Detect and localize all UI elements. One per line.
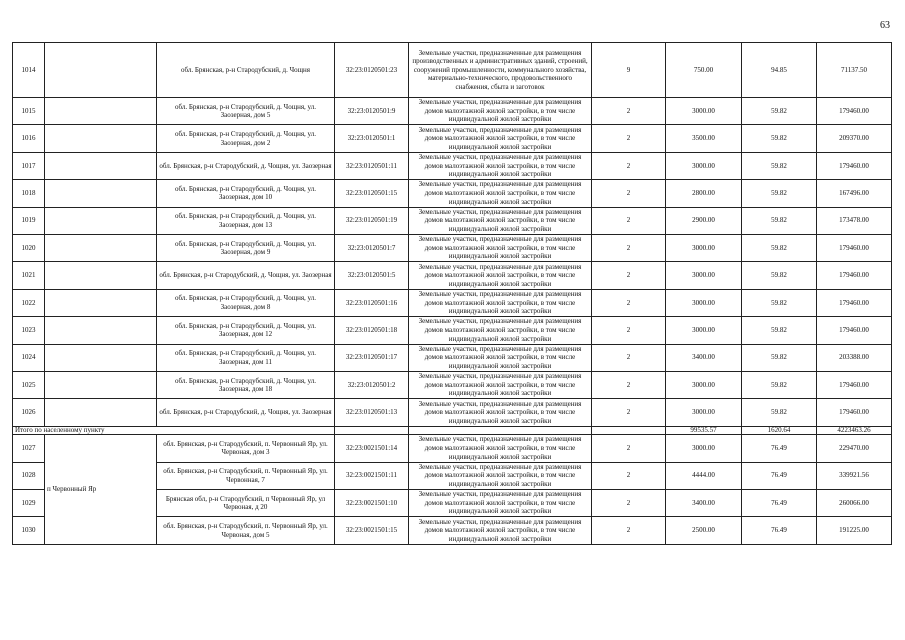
cadastral-number-cell: 32:23:0021501:11 [335,462,409,489]
area-cell: 3000.00 [666,435,742,462]
total-section [13,426,892,435]
row-id: 1025 [13,371,45,398]
area-cell: 2800.00 [666,180,742,207]
total-label: Итого по населенному пункту [13,426,335,435]
address-cell: Брянская обл, р-н Стародубский, п Червонный Яр, ул Червоная, д 20 [157,489,335,516]
cost-cell: 167496.00 [817,180,892,207]
address-cell: обл. Брянская, р-н Стародубский, п. Червонный Яр, ул. Червонная, 7 [157,462,335,489]
locality-cell [45,207,157,234]
table-row [13,399,892,426]
row-id: 1019 [13,207,45,234]
locality-cell [45,234,157,261]
area-cell: 3500.00 [666,125,742,152]
area-cell: 3400.00 [666,489,742,516]
rate-cell: 76.49 [742,517,817,544]
area-cell: 750.00 [666,43,742,98]
locality-cell [45,125,157,152]
category-cell: 2 [592,234,666,261]
rate-cell: 59.82 [742,125,817,152]
total-cost: 4223463.26 [817,426,892,435]
category-cell: 2 [592,462,666,489]
area-cell: 3000.00 [666,234,742,261]
row-id: 1026 [13,399,45,426]
locality-cell [45,289,157,316]
locality-cell [45,399,157,426]
category-cell: 2 [592,98,666,125]
page-number: 63 [880,20,890,31]
category-cell: 2 [592,125,666,152]
land-use-cell: Земельные участки, предназначенные для размещения домов малоэтажной жилой застройки, в том числе индивидуальной жилой застройки [409,371,592,398]
rate-cell: 59.82 [742,98,817,125]
category-cell: 2 [592,435,666,462]
row-id: 1014 [13,43,45,98]
row-id: 1017 [13,152,45,179]
locality-cell [45,371,157,398]
table-row [13,234,892,261]
cost-cell: 260066.00 [817,489,892,516]
cadastral-number-cell: 32:23:0120501:16 [335,289,409,316]
locality-cell [45,180,157,207]
table-row [13,43,892,98]
cost-cell: 173478.00 [817,207,892,234]
row-id: 1018 [13,180,45,207]
rate-cell: 59.82 [742,207,817,234]
row-id: 1022 [13,289,45,316]
address-cell: обл. Брянская, р-н Стародубский, д. Чощня, ул. Заозерная [157,152,335,179]
category-cell: 2 [592,371,666,398]
cadastral-number-cell: 32:23:0120501:11 [335,152,409,179]
area-cell: 3000.00 [666,399,742,426]
table-row [13,317,892,344]
area-cell: 2900.00 [666,207,742,234]
table-row [13,371,892,398]
row-id: 1027 [13,435,45,462]
land-use-cell: Земельные участки, предназначенные для размещения домов малоэтажной жилой застройки, в том числе индивидуальной жилой застройки [409,98,592,125]
rate-cell: 59.82 [742,289,817,316]
rate-cell: 59.82 [742,371,817,398]
cadastral-number-cell: 32:23:0120501:1 [335,125,409,152]
cadastral-number-cell: 32:23:0120501:7 [335,234,409,261]
cost-cell: 179460.00 [817,399,892,426]
category-cell: 2 [592,344,666,371]
row-id: 1024 [13,344,45,371]
area-cell: 3000.00 [666,371,742,398]
row-id: 1021 [13,262,45,289]
cost-cell: 179460.00 [817,152,892,179]
category-cell: 2 [592,207,666,234]
address-cell: обл. Брянская, р-н Стародубский, д. Чощня, ул. Заозерная [157,262,335,289]
category-cell: 2 [592,489,666,516]
locality-cell [45,262,157,289]
address-cell: обл. Брянская, р-н Стародубский, д. Чощня, ул. Заозерная, дом 18 [157,371,335,398]
land-use-cell: Земельные участки, предназначенные для размещения домов малоэтажной жилой застройки, в том числе индивидуальной жилой застройки [409,399,592,426]
category-cell: 9 [592,43,666,98]
land-use-cell: Земельные участки, предназначенные для размещения домов малоэтажной жилой застройки, в том числе индивидуальной жилой застройки [409,152,592,179]
land-plots-table [12,42,892,545]
row-id: 1015 [13,98,45,125]
address-cell: обл. Брянская, р-н Стародубский, д. Чощня, ул. Заозерная, дом 5 [157,98,335,125]
address-cell: обл. Брянская, р-н Стародубский, д. Чощня [157,43,335,98]
land-use-cell: Земельные участки, предназначенные для размещения домов малоэтажной жилой застройки, в том числе индивидуальной жилой застройки [409,234,592,261]
area-cell: 3000.00 [666,262,742,289]
rate-cell: 59.82 [742,234,817,261]
land-use-cell: Земельные участки, предназначенные для размещения домов малоэтажной жилой застройки, в том числе индивидуальной жилой застройки [409,289,592,316]
cost-cell: 203388.00 [817,344,892,371]
land-use-cell: Земельные участки, предназначенные для размещения домов малоэтажной жилой застройки, в том числе индивидуальной жилой застройки [409,207,592,234]
land-use-cell: Земельные участки, предназначенные для размещения домов малоэтажной жилой застройки, в том числе индивидуальной жилой застройки [409,344,592,371]
land-use-cell: Земельные участки, предназначенные для размещения домов малоэтажной жилой застройки, в том числе индивидуальной жилой застройки [409,462,592,489]
land-use-cell: Земельные участки, предназначенные для размещения домов малоэтажной жилой застройки, в том числе индивидуальной жилой застройки [409,262,592,289]
total-row [13,426,892,435]
total-area: 99535.57 [666,426,742,435]
cadastral-number-cell: 32:23:0021501:15 [335,517,409,544]
rate-cell: 59.82 [742,152,817,179]
locality-cell [45,152,157,179]
total-rate: 1620.64 [742,426,817,435]
rate-cell: 59.82 [742,317,817,344]
table-row [13,152,892,179]
cadastral-number-cell: 32:23:0120501:17 [335,344,409,371]
row-id: 1030 [13,517,45,544]
table-row [13,289,892,316]
cost-cell: 229470.00 [817,435,892,462]
category-cell: 2 [592,152,666,179]
table-row [13,435,892,462]
locality-cell [45,43,157,98]
area-cell: 3000.00 [666,98,742,125]
rate-cell: 59.82 [742,344,817,371]
cost-cell: 179460.00 [817,98,892,125]
land-use-cell: Земельные участки, предназначенные для размещения домов малоэтажной жилой застройки, в том числе индивидуальной жилой застройки [409,435,592,462]
rate-cell: 59.82 [742,180,817,207]
rate-cell: 76.49 [742,462,817,489]
address-cell: обл. Брянская, р-н Стародубский, д. Чощня, ул. Заозерная, дом 8 [157,289,335,316]
locality-cell [45,317,157,344]
address-cell: обл. Брянская, р-н Стародубский, д. Чощня, ул. Заозерная, дом 11 [157,344,335,371]
table-row [13,344,892,371]
category-cell: 2 [592,517,666,544]
area-cell: 3000.00 [666,317,742,344]
address-cell: обл. Брянская, р-н Стародубский, д. Чощня, ул. Заозерная [157,399,335,426]
rate-cell: 94.85 [742,43,817,98]
rate-cell: 76.49 [742,435,817,462]
address-cell: обл. Брянская, р-н Стародубский, д. Чощня, ул. Заозерная, дом 10 [157,180,335,207]
table-row [13,180,892,207]
land-use-cell: Земельные участки, предназначенные для размещения домов малоэтажной жилой застройки, в том числе индивидуальной жилой застройки [409,317,592,344]
cadastral-number-cell: 32:23:0120501:23 [335,43,409,98]
locality-cell [45,344,157,371]
address-cell: обл. Брянская, р-н Стародубский, д. Чощня, ул. Заозерная, дом 12 [157,317,335,344]
land-use-cell: Земельные участки, предназначенные для размещения домов малоэтажной жилой застройки, в том числе индивидуальной жилой застройки [409,125,592,152]
cadastral-number-cell: 32:23:0120501:19 [335,207,409,234]
row-id: 1020 [13,234,45,261]
cadastral-number-cell: 32:23:0021501:10 [335,489,409,516]
cost-cell: 209370.00 [817,125,892,152]
cadastral-number-cell: 32:23:0120501:18 [335,317,409,344]
cadastral-number-cell: 32:23:0120501:15 [335,180,409,207]
row-id: 1016 [13,125,45,152]
cost-cell: 71137.50 [817,43,892,98]
cadastral-number-cell: 32:23:0120501:5 [335,262,409,289]
rate-cell: 59.82 [742,262,817,289]
category-cell: 2 [592,399,666,426]
address-cell: обл. Брянская, р-н Стародубский, п. Червонный Яр, ул. Червоная, дом 3 [157,435,335,462]
cost-cell: 179460.00 [817,262,892,289]
table-section-chervonny-yar [13,435,892,545]
table-section-chochnya [13,43,892,427]
cost-cell: 179460.00 [817,371,892,398]
area-cell: 3400.00 [666,344,742,371]
address-cell: обл. Брянская, р-н Стародубский, п. Червонный Яр, ул. Червоная, дом 5 [157,517,335,544]
area-cell: 3000.00 [666,152,742,179]
category-cell: 2 [592,262,666,289]
cadastral-number-cell: 32:23:0120501:9 [335,98,409,125]
cost-cell: 191225.00 [817,517,892,544]
cost-cell: 179460.00 [817,317,892,344]
table-row [13,207,892,234]
area-cell: 4444.00 [666,462,742,489]
locality-name: п Червонный Яр [45,435,157,545]
cost-cell: 179460.00 [817,289,892,316]
cost-cell: 339921.56 [817,462,892,489]
address-cell: обл. Брянская, р-н Стародубский, д. Чощня, ул. Заозерная, дом 2 [157,125,335,152]
cadastral-number-cell: 32:23:0120501:13 [335,399,409,426]
rate-cell: 76.49 [742,489,817,516]
category-cell: 2 [592,317,666,344]
address-cell: обл. Брянская, р-н Стародубский, д. Чощня, ул. Заозерная, дом 13 [157,207,335,234]
cost-cell: 179460.00 [817,234,892,261]
cadastral-number-cell: 32:23:0120501:2 [335,371,409,398]
area-cell: 3000.00 [666,289,742,316]
category-cell: 2 [592,180,666,207]
land-use-cell: Земельные участки, предназначенные для размещения домов малоэтажной жилой застройки, в том числе индивидуальной жилой застройки [409,489,592,516]
row-id: 1029 [13,489,45,516]
rate-cell: 59.82 [742,399,817,426]
land-use-cell: Земельные участки, предназначенные для размещения производственных и административных зданий, строений, сооружений промышленности, коммунального хозяйства, материально-технического, продовольственного снабжения, сбыта и заготовок [409,43,592,98]
cadastral-number-cell: 32:23:0021501:14 [335,435,409,462]
land-use-cell: Земельные участки, предназначенные для размещения домов малоэтажной жилой застройки, в том числе индивидуальной жилой застройки [409,180,592,207]
land-use-cell: Земельные участки, предназначенные для размещения домов малоэтажной жилой застройки, в том числе индивидуальной жилой застройки [409,517,592,544]
area-cell: 2500.00 [666,517,742,544]
table-row [13,125,892,152]
address-cell: обл. Брянская, р-н Стародубский, д. Чощня, ул. Заозерная, дом 9 [157,234,335,261]
category-cell: 2 [592,289,666,316]
locality-cell [45,98,157,125]
row-id: 1023 [13,317,45,344]
row-id: 1028 [13,462,45,489]
table-row [13,262,892,289]
table-row [13,98,892,125]
